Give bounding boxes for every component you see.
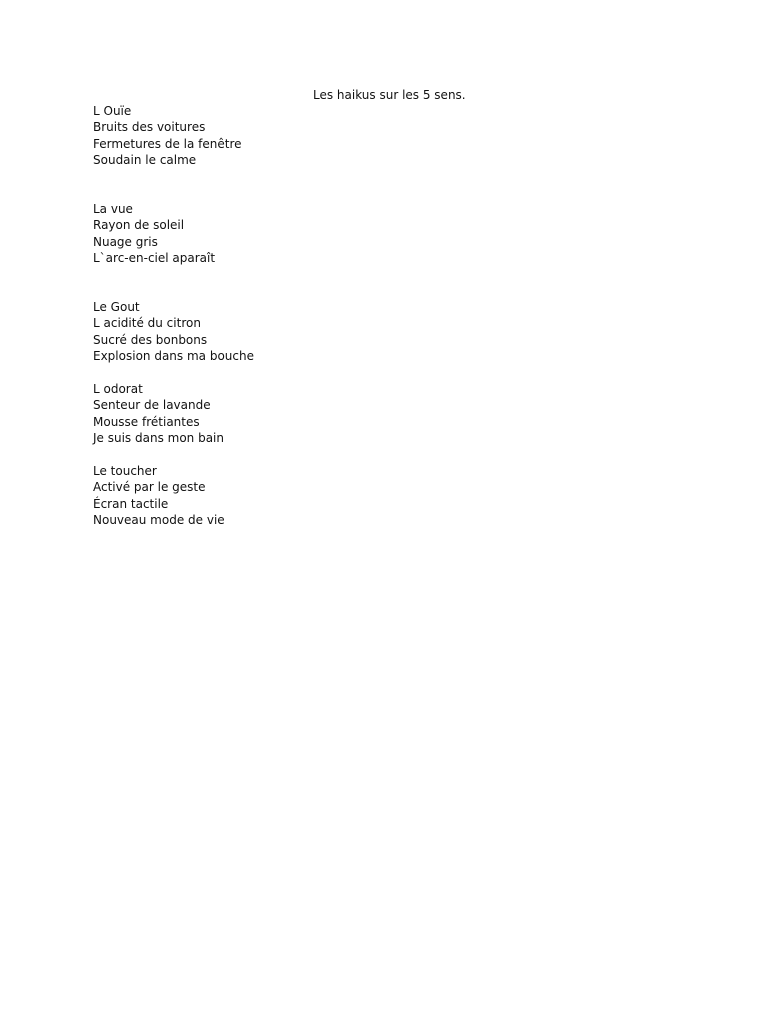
- haiku-line: L acidité du citron: [93, 316, 201, 331]
- haiku-line: Nouveau mode de vie: [93, 513, 225, 528]
- haiku-odorat: [93, 381, 224, 447]
- haiku-line: Rayon de soleil: [93, 218, 185, 233]
- haiku-heading: Le Gout: [93, 300, 140, 314]
- haiku-line: Écran tactile: [93, 496, 169, 511]
- haiku-heading: L Ouïe: [93, 104, 132, 118]
- haiku-line: Fermetures de la fenêtre: [93, 136, 242, 151]
- haiku-heading: Le toucher: [93, 464, 157, 478]
- haiku-heading: La vue: [93, 202, 133, 216]
- haiku-ouie: [93, 103, 242, 169]
- haiku-line: Sucré des bonbons: [93, 332, 208, 347]
- document-title: Les haikus sur les 5 sens.: [313, 88, 466, 102]
- haiku-line: Soudain le calme: [93, 153, 197, 168]
- haiku-line: L`arc-en-ciel aparaît: [93, 251, 216, 266]
- haiku-line: Nuage gris: [93, 234, 158, 249]
- haiku-gout: [93, 299, 254, 365]
- haiku-line: Je suis dans mon bain: [93, 431, 224, 446]
- haiku-vue: [93, 201, 215, 267]
- haiku-line: Explosion dans ma bouche: [93, 349, 254, 364]
- haiku-line: Senteur de lavande: [93, 398, 211, 413]
- haiku-line: Bruits des voitures: [93, 120, 206, 135]
- haiku-line: Activé par le geste: [93, 480, 206, 495]
- haiku-heading: L odorat: [93, 382, 143, 396]
- haiku-toucher: [93, 463, 225, 529]
- haiku-line: Mousse frétiantes: [93, 414, 200, 429]
